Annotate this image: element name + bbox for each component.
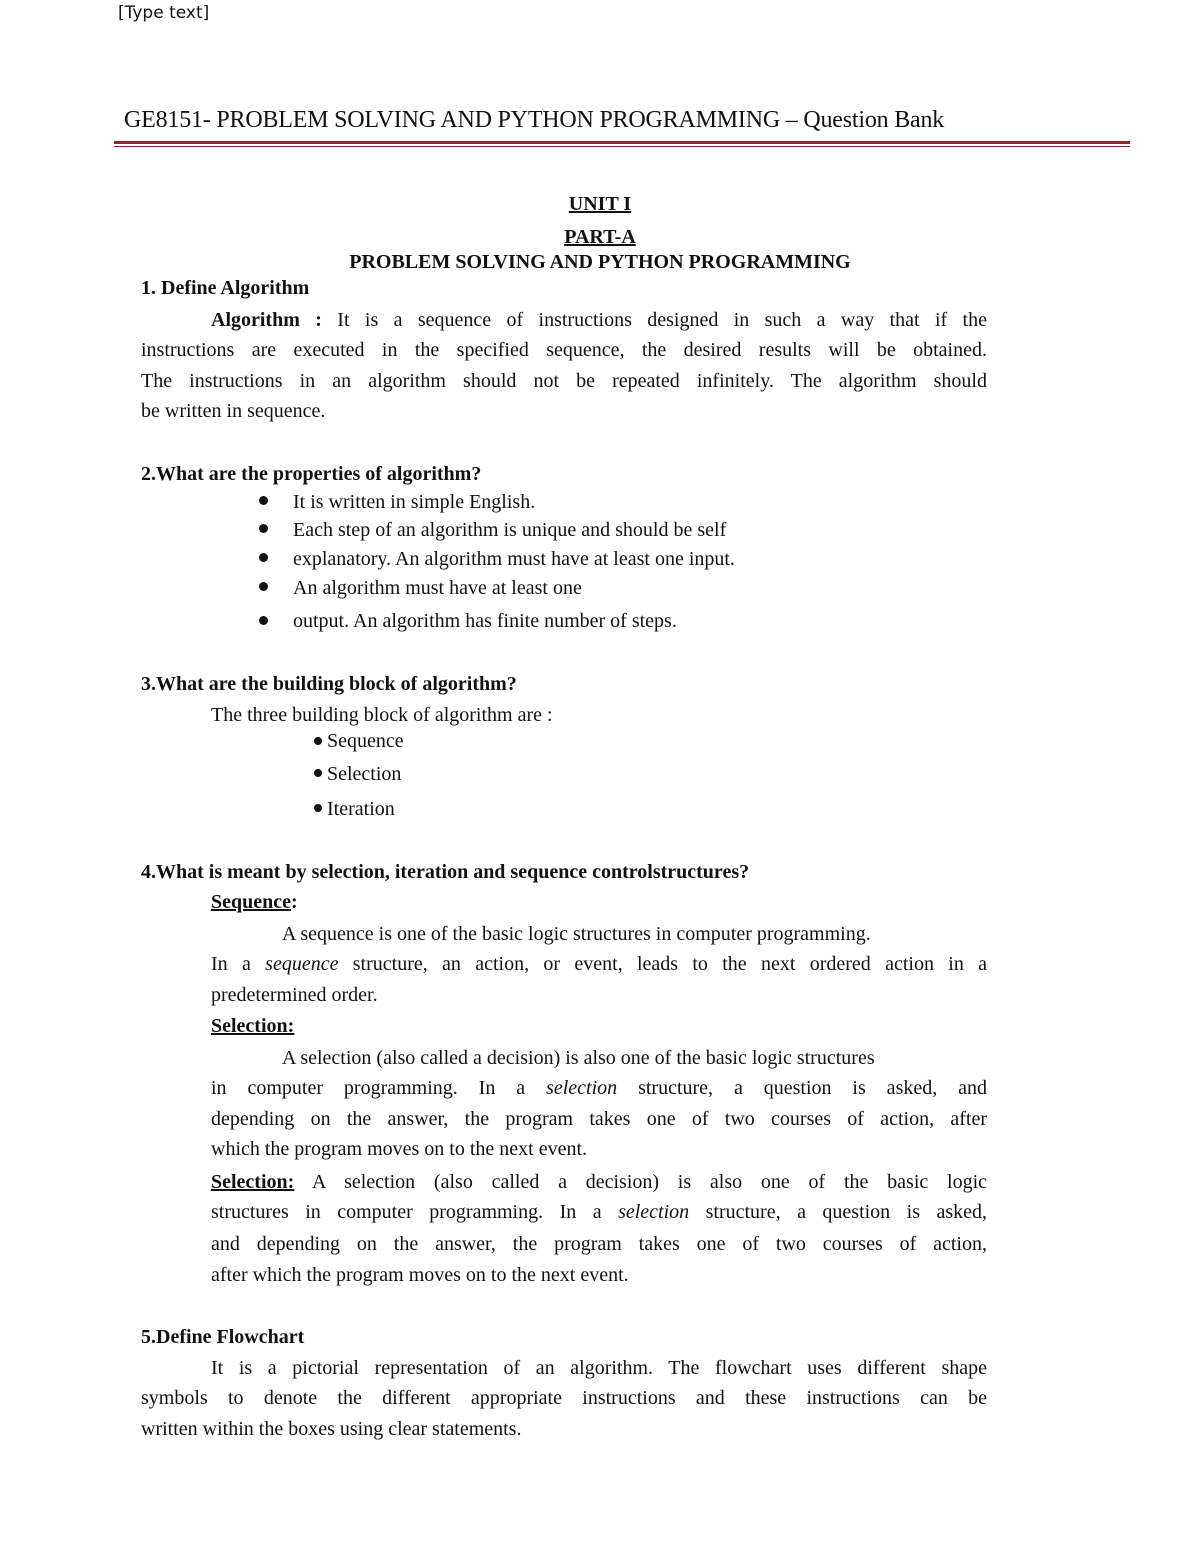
- selection2-label: Selection:: [211, 1171, 295, 1193]
- q2-item: explanatory. An algorithm must have at least one input.: [293, 548, 735, 570]
- unit-heading: UNIT I: [568, 193, 632, 215]
- q3-item: Iteration: [327, 798, 395, 820]
- q1-line-3: The instructions in an algorithm should not be repeated infinitely. The algorithm should: [141, 370, 987, 392]
- bullet-icon: [259, 496, 268, 505]
- document-title: GE8151- PROBLEM SOLVING AND PYTHON PROGRAMMING – Question Bank: [124, 107, 945, 133]
- sequence-line-2: [211, 952, 987, 976]
- q2-item: An algorithm must have at least one: [293, 577, 582, 599]
- q5-heading: 5.Define Flowchart: [141, 1326, 305, 1348]
- selection2-line-1-text: A selection (also called a decision) is also one of the basic logic: [311, 1171, 988, 1193]
- sequence-line-2-b: structure, an action, or event, leads to the next ordered action in a: [352, 953, 988, 975]
- selection2-line-2-emphasis: selection: [618, 1201, 690, 1223]
- bullet-icon: [314, 769, 322, 777]
- sequence-line-2-emphasis: sequence: [265, 953, 339, 975]
- q2-item: Each step of an algorithm is unique and should be self: [293, 519, 727, 541]
- selection-label: Selection:: [211, 1015, 295, 1037]
- selection-line-3: depending on the answer, the program takes one of two courses of action, after: [211, 1108, 987, 1130]
- algorithm-term: Algorithm :: [211, 309, 322, 331]
- selection-line-2-emphasis: selection: [546, 1077, 618, 1099]
- q3-item: Sequence: [327, 730, 404, 752]
- q1-line-2: instructions are executed in the specified sequence, the desired results will be obtained.: [141, 339, 987, 361]
- q5-line-3: written within the boxes using clear statements.: [141, 1418, 522, 1440]
- selection2-line-1: [211, 1170, 987, 1194]
- selection-line-2: [211, 1076, 987, 1100]
- bullet-icon: [259, 524, 268, 533]
- sequence-line-3: predetermined order.: [211, 984, 378, 1006]
- selection-line-2-a: in computer programming. In a: [211, 1077, 526, 1099]
- bullet-icon: [314, 804, 322, 812]
- selection2-line-2-a: structures in computer programming. In a: [211, 1201, 602, 1223]
- bullet-icon: [314, 737, 322, 745]
- sequence-line-1: A sequence is one of the basic logic structures in computer programming.: [282, 923, 871, 945]
- q5-line-2: symbols to denote the different appropriate instructions and these instructions can be: [141, 1387, 987, 1409]
- q1-line-4: be written in sequence.: [141, 400, 326, 422]
- bullet-icon: [259, 582, 268, 591]
- q5-line-1: It is a pictorial representation of an algorithm. The flowchart uses different shape: [211, 1357, 987, 1379]
- sequence-line-2-a: In a: [211, 953, 251, 975]
- selection2-line-4: after which the program moves on to the next event.: [211, 1264, 629, 1286]
- bullet-icon: [259, 616, 268, 625]
- q2-item: output. An algorithm has finite number of steps.: [293, 610, 677, 632]
- q4-heading: 4.What is meant by selection, iteration and sequence controlstructures?: [141, 861, 750, 883]
- bullet-icon: [259, 553, 268, 562]
- q3-item: Selection: [327, 763, 402, 785]
- selection-line-4: which the program moves on to the next event.: [211, 1138, 588, 1160]
- subject-heading: PROBLEM SOLVING AND PYTHON PROGRAMMING: [349, 251, 851, 273]
- q2-heading: 2.What are the properties of algorithm?: [141, 463, 482, 485]
- part-heading: PART-A: [564, 226, 636, 248]
- q1-line-1: [211, 308, 987, 332]
- sequence-label-text: Sequence: [211, 891, 291, 913]
- sequence-label-colon: :: [291, 891, 298, 913]
- q1-heading: 1. Define Algorithm: [141, 277, 310, 299]
- selection-line-2-b: structure, a question is asked, and: [638, 1077, 988, 1099]
- selection2-line-2-b: structure, a question is asked,: [705, 1201, 987, 1223]
- title-rule-thin: [114, 146, 1130, 147]
- selection2-line-3: and depending on the answer, the program takes one of two courses of action,: [211, 1233, 987, 1255]
- sequence-label: [211, 890, 298, 914]
- selection-line-1: A selection (also called a decision) is also one of the basic logic structures: [282, 1047, 875, 1069]
- selection2-line-2: [211, 1200, 987, 1224]
- q3-heading: 3.What are the building block of algorithm?: [141, 673, 517, 695]
- q3-intro: The three building block of algorithm are :: [211, 704, 553, 726]
- header-placeholder: [Type text]: [118, 3, 210, 23]
- title-rule-thick: [114, 141, 1130, 144]
- q1-line-1-text: It is a sequence of instructions designed in such a way that if the: [337, 309, 987, 331]
- q2-item: It is written in simple English.: [293, 491, 536, 513]
